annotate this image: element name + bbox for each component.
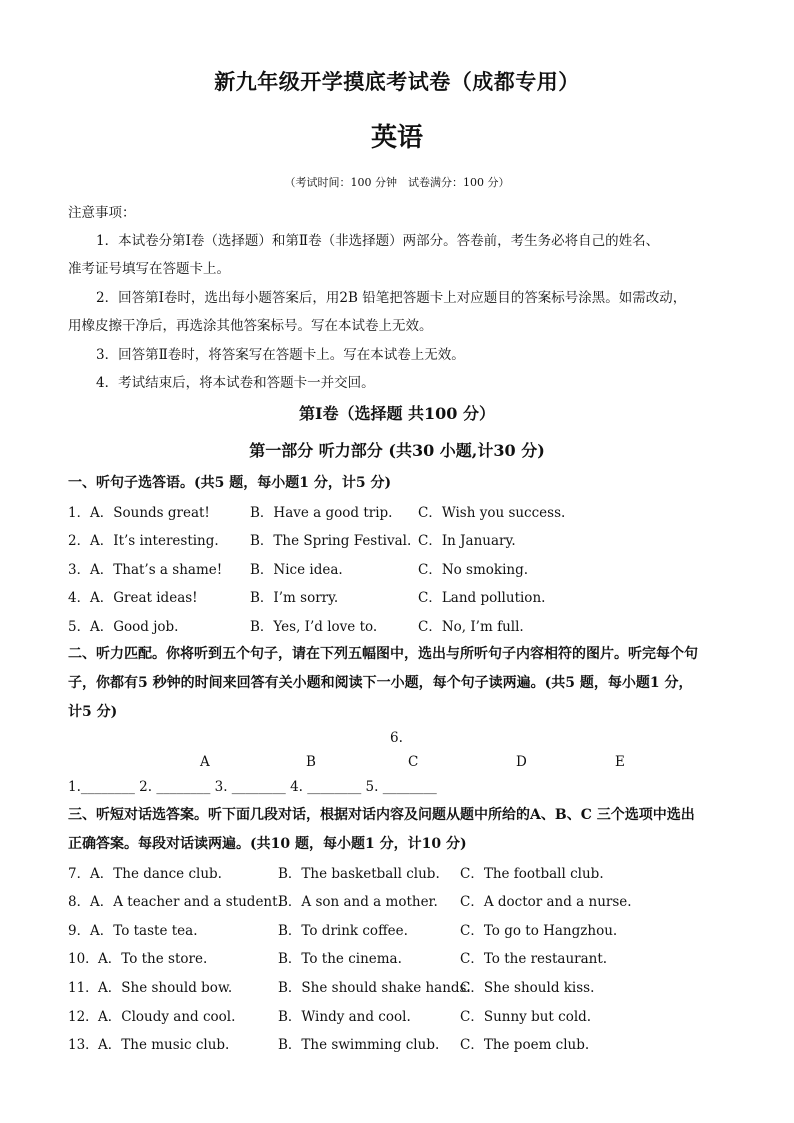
question-number: 9．: [68, 923, 91, 939]
notes-heading: 注意事项：: [68, 205, 136, 221]
image-number: 6.: [390, 730, 403, 746]
option-c: C．Wish you success.: [418, 505, 566, 521]
note-line: 3．回答第Ⅱ卷时，将答案写在答题卡上。写在本试卷上无效。: [96, 347, 465, 363]
answer-blanks: 1.________ 2. ________ 3. ________ 4. ________ 5. ________: [68, 779, 437, 795]
option-a: A．To the store.: [98, 951, 208, 967]
section-heading: 二、听力匹配。你将听到五个句子，请在下列五幅图中，选出与所听句子内容相符的图片。听完每个句: [68, 646, 698, 662]
option-b: B．A son and a mother.: [278, 894, 438, 910]
question-number: 4．: [68, 590, 91, 606]
question-number: 10．: [68, 951, 99, 967]
option-a: A．Great ideas!: [90, 590, 198, 606]
picture-label: E: [615, 754, 625, 770]
option-b: B．To drink coffee.: [278, 923, 408, 939]
option-c: C．No, I’m full.: [418, 619, 524, 635]
note-line: 用橡皮擦干净后，再选涂其他答案标号。写在本试卷上无效。: [68, 318, 433, 334]
question-number: 12．: [68, 1009, 99, 1025]
option-c: C．Land pollution.: [418, 590, 546, 606]
note-line: 4．考试结束后，将本试卷和答题卡一并交回。: [96, 375, 375, 391]
option-c: C．The poem club.: [460, 1037, 590, 1053]
question-number: 11．: [68, 980, 99, 996]
section-heading: 三、听短对话选答案。听下面几段对话，根据对话内容及问题从题中所给的A、B、C 三个选项中选出: [68, 807, 695, 823]
question-number: 3．: [68, 562, 91, 578]
question-number: 5．: [68, 619, 91, 635]
option-a: A．It’s interesting.: [90, 533, 219, 549]
option-b: B．I’m sorry.: [250, 590, 339, 606]
question-number: 2．: [68, 533, 91, 549]
picture-label: D: [516, 754, 527, 770]
option-c: C．Sunny but cold.: [460, 1009, 592, 1025]
option-a: A．That’s a shame!: [90, 562, 223, 578]
note-line: 2．回答第Ⅰ卷时，选出每小题答案后，用2B 铅笔把答题卡上对应题目的答案标号涂黑。如需改动，: [96, 290, 687, 306]
section-heading: 一、听句子选答语。(共5 题，每小题1 分，计5 分): [68, 475, 392, 491]
option-b: B．Have a good trip.: [250, 505, 393, 521]
exam-meta: （考试时间：100 分钟 试卷满分：100 分）: [284, 176, 510, 189]
option-b: B．She should shake hands.: [278, 980, 471, 996]
option-b: B．The Spring Festival.: [250, 533, 412, 549]
option-c: C．No smoking.: [418, 562, 529, 578]
section-heading: 计5 分): [68, 704, 118, 720]
question-number: 7．: [68, 866, 91, 882]
note-line: 准考证号填写在答题卡上。: [68, 261, 230, 277]
question-number: 8．: [68, 894, 91, 910]
picture-label: A: [200, 754, 210, 770]
option-c: C．In January.: [418, 533, 516, 549]
picture-label: B: [306, 754, 316, 770]
option-a: A．The music club.: [98, 1037, 230, 1053]
option-b: B．Yes, I’d love to.: [250, 619, 378, 635]
option-c: C．To go to Hangzhou.: [460, 923, 618, 939]
option-a: A．Sounds great!: [90, 505, 210, 521]
option-a: A．To taste tea.: [90, 923, 198, 939]
option-c: C．A doctor and a nurse.: [460, 894, 632, 910]
option-b: B．Nice idea.: [250, 562, 343, 578]
picture-label: C: [408, 754, 419, 770]
subject-title: 英语: [370, 123, 423, 153]
option-a: A．Cloudy and cool.: [98, 1009, 236, 1025]
option-c: C．The football club.: [460, 866, 604, 882]
part-title: 第Ⅰ卷（选择题 共100 分）: [298, 404, 496, 423]
option-c: C．She should kiss.: [460, 980, 595, 996]
option-a: A．Good job.: [90, 619, 179, 635]
exam-title: 新九年级开学摸底考试卷（成都专用）: [214, 70, 580, 94]
part-subtitle: 第一部分 听力部分 (共30 小题,计30 分): [249, 441, 545, 460]
option-a: A．A teacher and a student.: [90, 894, 282, 910]
note-line: 1．本试卷分第Ⅰ卷（选择题）和第Ⅱ卷（非选择题）两部分。答卷前，考生务必将自己的姓名、: [96, 233, 660, 249]
section-heading: 子，你都有5 秒钟的时间来回答有关小题和阅读下一小题，每个句子读两遍。(共5 题，每小题1 分，: [68, 675, 693, 691]
question-number: 1．: [68, 505, 91, 521]
option-b: B．To the cinema.: [278, 951, 402, 967]
section-heading: 正确答案。每段对话读两遍。(共10 题，每小题1 分，计10 分): [68, 836, 467, 852]
question-number: 13．: [68, 1037, 99, 1053]
option-b: B．The basketball club.: [278, 866, 440, 882]
option-b: B．The swimming club.: [278, 1037, 440, 1053]
option-a: A．She should bow.: [98, 980, 233, 996]
option-a: A．The dance club.: [90, 866, 222, 882]
option-b: B．Windy and cool.: [278, 1009, 411, 1025]
option-c: C．To the restaurant.: [460, 951, 608, 967]
